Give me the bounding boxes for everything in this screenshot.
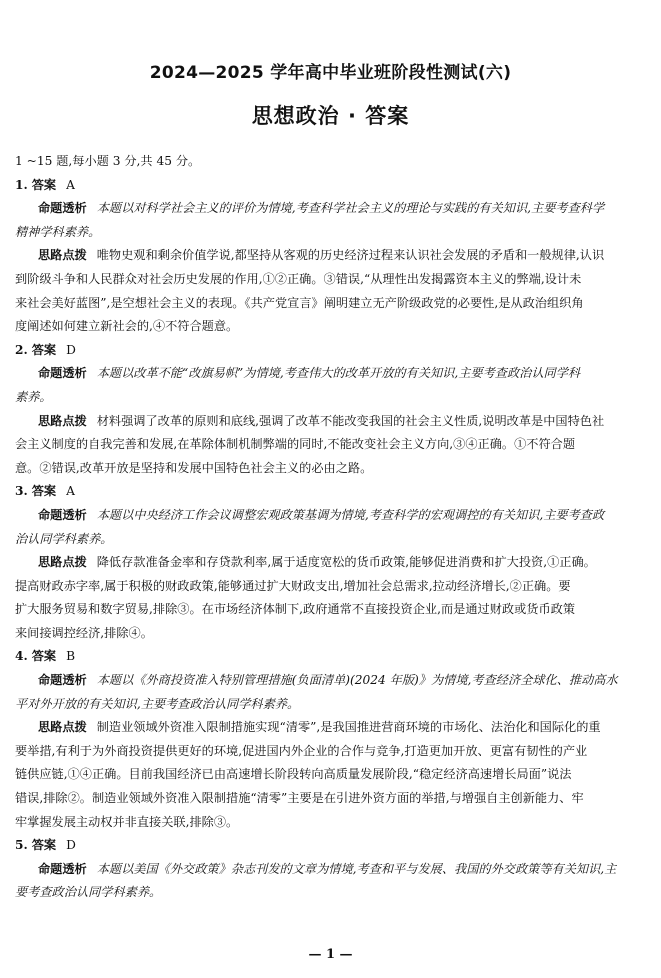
analysis-line — [15, 881, 647, 905]
answer-letter: A — [66, 484, 75, 499]
hint-line — [15, 315, 647, 339]
hint-label: 思路点拨 — [38, 555, 87, 570]
hint-line — [15, 622, 647, 646]
hint-label: 思路点拨 — [38, 720, 87, 735]
answer-label: 答案 — [31, 177, 57, 192]
analysis-line — [15, 362, 647, 386]
page-number: — 1 — — [308, 947, 353, 962]
analysis-text: 本题以改革不能“改旗易帜”为情境,考查伟大的改革开放的有关知识,主要考查政治认同学科 — [96, 366, 581, 381]
hint-text: 链供应链,①④正确。目前我国经济已由高速增长阶段转向高质量发展阶段,“稳定经济高速增长局面”说法 — [15, 767, 572, 782]
question-number: 2. — [15, 342, 28, 357]
hint-line — [15, 763, 647, 787]
hint-text: 会主义制度的自我完善和发展,在革除体制机制弊端的同时,不能改变社会主义方向,③④正确。①不符合题 — [15, 437, 576, 452]
answer-letter: D — [66, 838, 76, 853]
hint-line — [15, 551, 647, 575]
hint-line — [15, 598, 647, 622]
hint-line — [15, 433, 647, 457]
hint-text: 制造业领域外资准入限制措施实现“清零”,是我国推进营商环境的市场化、法治化和国际化的重 — [96, 720, 601, 735]
hint-line — [15, 787, 647, 811]
hint-line — [15, 410, 647, 434]
analysis-line — [15, 197, 647, 221]
hint-text: 来社会美好蓝图”,是空想社会主义的表现。《共产党宣言》阐明建立无产阶级政党的必要性,是从政治组织角 — [15, 295, 584, 310]
intro-line: 1 ~15 题,每小题 3 分,共 45 分。 — [15, 154, 201, 168]
question-answer — [15, 174, 647, 198]
answer-letter: D — [66, 342, 76, 357]
hint-text: 错误,排除②。制造业领域外资准入限制措施“清零”主要是在引进外资方面的举措,与增强自主创新能力、牢 — [15, 791, 584, 806]
analysis-text: 要考查政治认同学科素养。 — [15, 885, 162, 900]
question-number: 1. — [15, 177, 28, 192]
hint-text: 唯物史观和剩余价值学说,都坚持从客观的历史经济过程来认识社会发展的矛盾和一般规律,认识 — [96, 248, 605, 263]
hint-line — [15, 268, 647, 292]
hint-label: 思路点拨 — [38, 413, 87, 428]
analysis-label: 命题透析 — [38, 861, 87, 876]
analysis-text: 本题以对科学社会主义的评价为情境,考查科学社会主义的理论与实践的有关知识,主要考查科学 — [96, 201, 605, 216]
analysis-text: 治认同学科素养。 — [15, 531, 113, 546]
analysis-line — [15, 858, 647, 882]
analysis-text: 本题以美国《外交政策》杂志刊发的文章为情境,考查和平与发展、我国的外交政策等有关知识,主 — [96, 861, 617, 876]
answer-label: 答案 — [31, 484, 57, 499]
analysis-text: 本题以《外商投资准入特别管理措施(负面清单)(2024 年版)》为情境,考查经济全球化、推动高水 — [96, 673, 618, 688]
hint-line — [15, 457, 647, 481]
hint-text: 材料强调了改革的原则和底线,强调了改革不能改变我国的社会主义性质,说明改革是中国特色社 — [96, 413, 605, 428]
question-number: 3. — [15, 484, 28, 499]
hint-line — [15, 292, 647, 316]
page-title: 2024—2025 学年高中毕业班阶段性测试(六) — [149, 63, 512, 83]
question-answer — [15, 834, 647, 858]
analysis-line — [15, 221, 647, 245]
hint-text: 牢掌握发展主动权并非直接关联,排除③。 — [15, 814, 239, 829]
hint-text: 意。②错误,改革开放是坚持和发展中国特色社会主义的必由之路。 — [15, 460, 373, 475]
hint-text: 要举措,有利于为外商投资提供更好的环境,促进国内外企业的合作与竞争,打造更加开放、更富有韧性的产业 — [15, 743, 588, 758]
hint-line — [15, 811, 647, 835]
answer-letter: A — [66, 177, 75, 192]
hint-text: 到阶级斗争和人民群众对社会历史发展的作用,①②正确。③错误,“从理性出发揭露资本主义的弊端,设计未 — [15, 271, 582, 286]
answer-label: 答案 — [31, 838, 57, 853]
hint-line — [15, 244, 647, 268]
answer-content — [15, 150, 647, 905]
analysis-text: 精神学科素养。 — [15, 224, 101, 239]
question-answer — [15, 480, 647, 504]
analysis-line — [15, 693, 647, 717]
hint-text: 扩大服务贸易和数字贸易,排除③。在市场经济体制下,政府通常不直接投资企业,而是通过财政或货币政策 — [15, 602, 576, 617]
hint-label: 思路点拨 — [38, 248, 87, 263]
analysis-label: 命题透析 — [38, 201, 87, 216]
analysis-line — [15, 669, 647, 693]
hint-text: 度阐述如何建立新社会的,④不符合题意。 — [15, 319, 239, 334]
analysis-text: 平对外开放的有关知识,主要考查政治认同学科素养。 — [15, 696, 300, 711]
analysis-text: 本题以中央经济工作会议调整宏观政策基调为情境,考查科学的宏观调控的有关知识,主要考查政 — [96, 507, 605, 522]
hint-line — [15, 740, 647, 764]
hint-text: 来间接调控经济,排除④。 — [15, 625, 153, 640]
hint-text: 提高财政赤字率,属于积极的财政政策,能够通过扩大财政支出,增加社会总需求,拉动经济增长,②正确。要 — [15, 578, 571, 593]
analysis-text: 素养。 — [15, 389, 52, 404]
page-subtitle: 思想政治 · 答案 — [251, 104, 410, 128]
analysis-line — [15, 504, 647, 528]
hint-text: 降低存款准备金率和存贷款利率,属于适度宽松的货币政策,能够促进消费和扩大投资,①正确。 — [96, 555, 596, 570]
question-answer — [15, 645, 647, 669]
answer-label: 答案 — [31, 649, 57, 664]
question-number: 4. — [15, 649, 28, 664]
question-number: 5. — [15, 838, 28, 853]
analysis-line — [15, 528, 647, 552]
answer-letter: B — [66, 649, 76, 664]
analysis-label: 命题透析 — [38, 366, 87, 381]
hint-line — [15, 575, 647, 599]
analysis-label: 命题透析 — [38, 673, 87, 688]
question-answer — [15, 339, 647, 363]
analysis-label: 命题透析 — [38, 507, 87, 522]
analysis-line — [15, 386, 647, 410]
answer-label: 答案 — [31, 342, 57, 357]
hint-line — [15, 716, 647, 740]
